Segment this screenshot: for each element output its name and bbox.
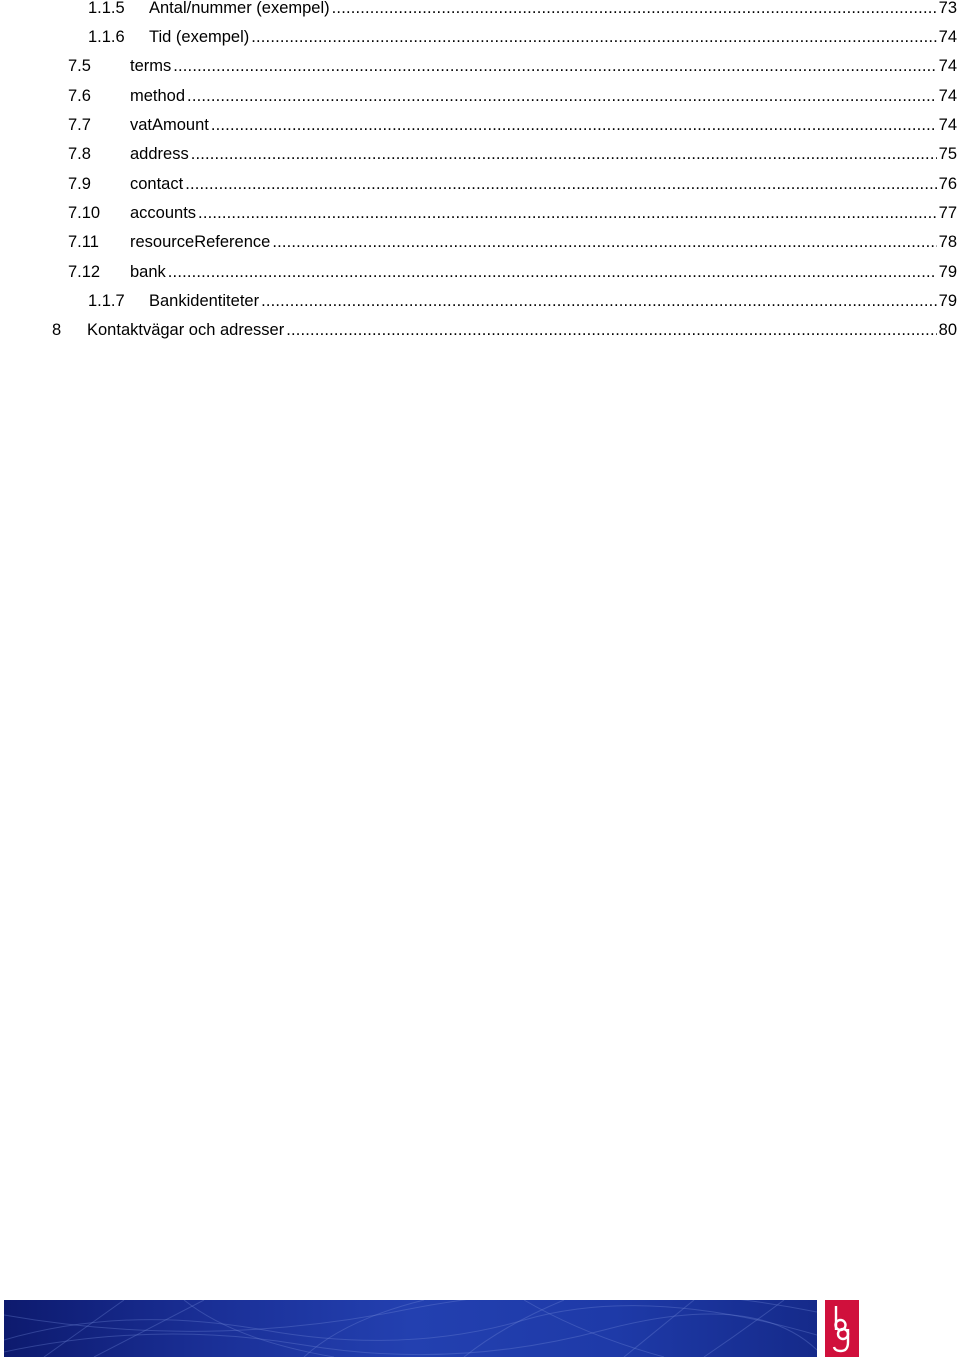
- toc-entry-title: method: [130, 87, 186, 105]
- toc-entry-number: 7.6: [68, 87, 91, 105]
- toc-entry-page: 76: [938, 175, 957, 193]
- toc-entry-page: 80: [938, 321, 957, 339]
- toc-entry-number: 7.5: [68, 57, 91, 75]
- toc-entry-number: 7.7: [68, 116, 91, 134]
- toc-entry-page: 79: [938, 263, 957, 281]
- toc-entry-number: 8: [52, 321, 62, 339]
- bg-logo-mark: [825, 1300, 859, 1357]
- toc-dot-leader: [286, 319, 936, 341]
- toc-dot-leader: [187, 85, 937, 107]
- toc-entry-page: 74: [938, 57, 957, 75]
- toc-entry-title: address: [130, 145, 189, 163]
- toc-entry-page: 74: [938, 116, 957, 134]
- footer-decorative-band: [4, 1300, 817, 1357]
- toc-entry-number: 7.12: [68, 263, 101, 281]
- toc-entry-page: 73: [938, 0, 957, 17]
- toc-entry-number: 1.1.7: [88, 292, 125, 310]
- toc-entry-title: Kontaktvägar och adresser: [87, 321, 285, 339]
- toc-entry-title: accounts: [130, 204, 197, 222]
- toc-dot-leader: [173, 55, 936, 77]
- toc-dot-leader: [261, 290, 937, 312]
- toc-dot-leader: [332, 0, 937, 19]
- toc-dot-leader: [251, 26, 936, 48]
- toc-dot-leader: [211, 114, 937, 136]
- toc-entry-page: 74: [938, 87, 957, 105]
- toc-entry-number: 7.9: [68, 175, 91, 193]
- toc-entry-number: 7.10: [68, 204, 101, 222]
- toc-entry-title: terms: [130, 57, 172, 75]
- toc-entry-title: Tid (exempel): [149, 28, 250, 46]
- toc-entry-title: contact: [130, 175, 184, 193]
- toc-entry-number: 7.8: [68, 145, 91, 163]
- toc-entry-page: 78: [938, 233, 957, 251]
- bg-logo-icon: [825, 1300, 859, 1357]
- toc-dot-leader: [191, 143, 937, 165]
- toc-entry-number: 7.11: [68, 233, 99, 251]
- toc-entry-page: 74: [938, 28, 957, 46]
- toc-entry-title: Antal/nummer (exempel): [149, 0, 330, 17]
- toc-entry-page: 77: [938, 204, 957, 222]
- footer-band-pattern: [4, 1300, 817, 1357]
- toc-entry-number: 1.1.5: [88, 0, 125, 17]
- toc-entry-page: 79: [938, 292, 957, 310]
- toc-entry-page: 75: [938, 145, 957, 163]
- toc-dot-leader: [185, 173, 936, 195]
- toc-entry-title: vatAmount: [130, 116, 209, 134]
- toc-dot-leader: [168, 261, 937, 283]
- toc-entry-title: resourceReference: [130, 233, 271, 251]
- toc-entry-title: bank: [130, 263, 166, 281]
- toc-dot-leader: [272, 231, 936, 253]
- toc-entry-number: 1.1.6: [88, 28, 125, 46]
- toc-dot-leader: [198, 202, 937, 224]
- toc-entry-title: Bankidentiteter: [149, 292, 260, 310]
